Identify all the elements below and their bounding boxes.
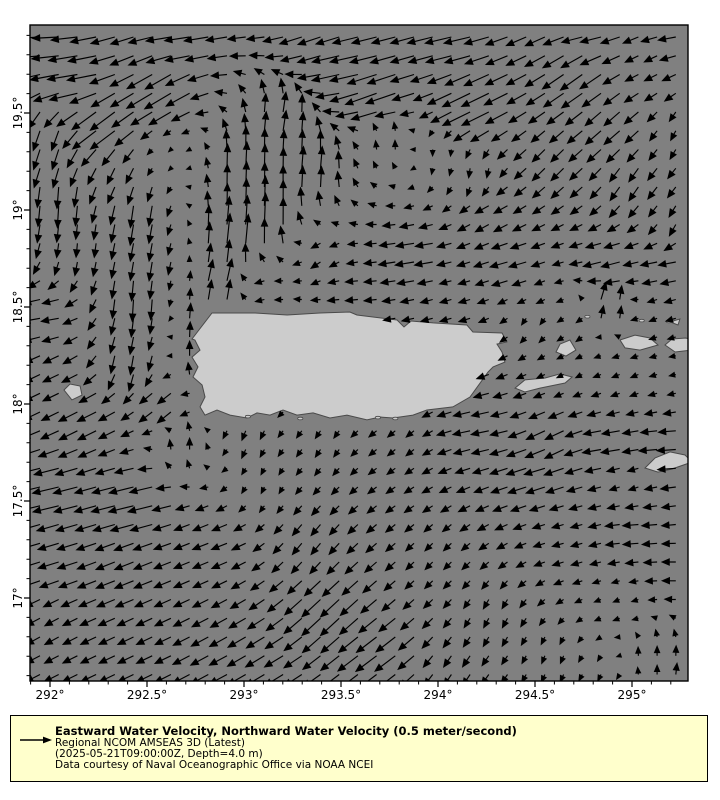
y-tick-label: 19.5°: [11, 96, 25, 130]
legend-time-depth-line: (2025-05-21T09:00:00Z, Depth=4.0 m): [55, 747, 263, 760]
legend-reference-arrow-cell: [11, 716, 55, 749]
x-tick-label: 294°: [423, 688, 453, 702]
y-tick-label: 17.5°: [11, 484, 25, 518]
y-tick-label: 19°: [11, 199, 25, 221]
islet: [245, 415, 250, 418]
x-tick-label: 294.5°: [514, 688, 556, 702]
y-tick-label: 17°: [11, 587, 25, 609]
y-tick-label: 18.5°: [11, 290, 25, 324]
x-tick-label: 295°: [617, 688, 647, 702]
legend-courtesy-line: Data courtesy of Naval Oceanographic Office via NOAA NCEI: [55, 758, 374, 771]
islet: [375, 416, 380, 419]
x-tick-label: 293°: [229, 688, 259, 702]
x-tick-label: 292.5°: [126, 688, 168, 702]
islet: [298, 417, 303, 420]
islet: [639, 319, 644, 322]
legend-box: [10, 715, 708, 782]
legend-source-line: Regional NCOM AMSEAS 3D (Latest): [55, 737, 245, 749]
legend-text: [55, 716, 517, 770]
x-tick-label: 292°: [35, 688, 65, 702]
islet: [585, 315, 590, 318]
islet: [393, 417, 398, 420]
legend-title: Eastward Water Velocity, Northward Water Velocity (0.5 meter/second): [55, 724, 517, 738]
x-tick-label: 293.5°: [320, 688, 362, 702]
reference-arrow-icon: [19, 735, 53, 745]
y-tick-label: 18°: [11, 393, 25, 415]
